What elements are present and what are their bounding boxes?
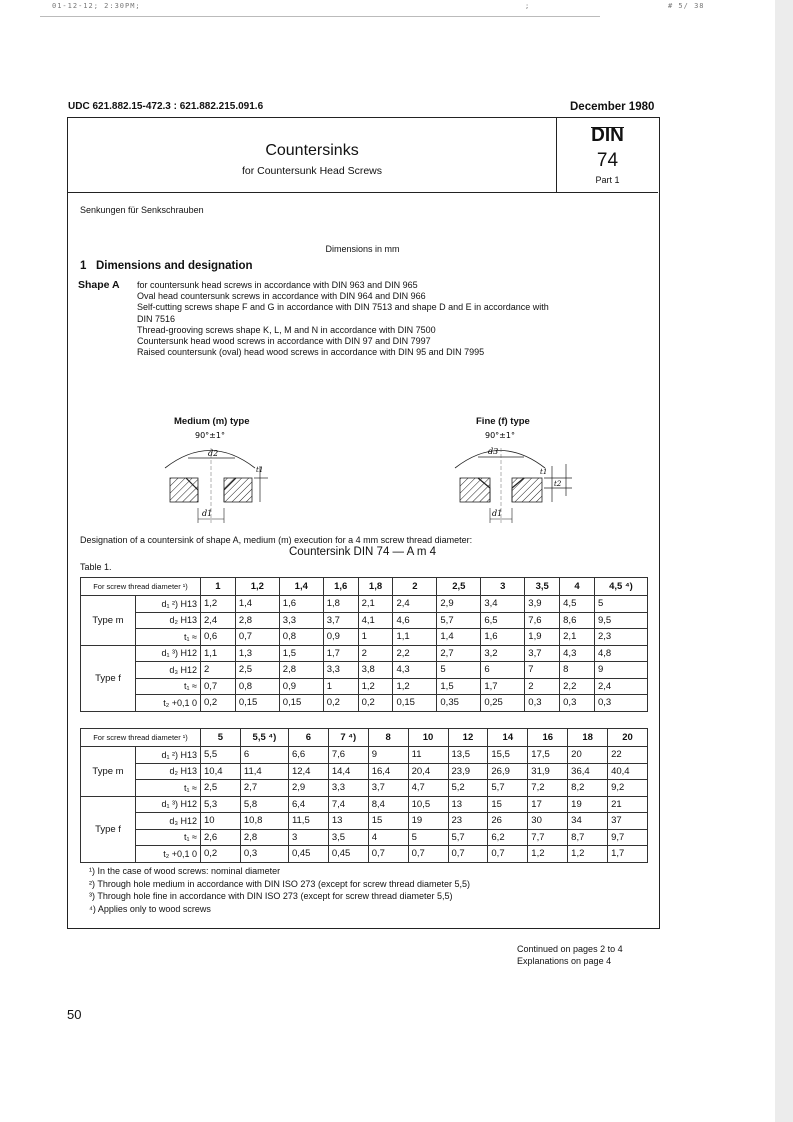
table-cell: 12,4 — [288, 763, 328, 780]
shape-a-list — [137, 280, 637, 358]
document-subtitle: for Countersunk Head Screws — [241, 165, 383, 177]
table-cell: 23 — [448, 813, 488, 830]
table-cell: 5,3 — [201, 796, 241, 813]
shape-a-line: Oval head countersunk screws in accordance with DIN 964 and DIN 966 — [137, 291, 426, 302]
table-cell: 0,8 — [279, 629, 323, 646]
table-cell: 2,1 — [358, 596, 393, 613]
table-cell: 5,2 — [448, 780, 488, 797]
col-header: 2 — [393, 578, 437, 596]
table-cell: 4,8 — [594, 645, 647, 662]
table-cell: 0,15 — [279, 695, 323, 712]
table-cell: 0,7 — [488, 846, 528, 863]
table-cell: 11,4 — [240, 763, 288, 780]
table-cell: 8,6 — [560, 612, 595, 629]
table-cell: 2,4 — [393, 596, 437, 613]
title-box — [68, 118, 557, 193]
col-header: 3 — [481, 578, 525, 596]
section-number: 1 — [80, 260, 87, 272]
table-cell: 1,3 — [235, 645, 279, 662]
col-header: 10 — [408, 729, 448, 747]
table-cell: 0,6 — [201, 629, 236, 646]
table-cell: 9 — [594, 662, 647, 679]
table-cell: 1,5 — [437, 678, 481, 695]
table-cell: 4,1 — [358, 612, 393, 629]
table-row — [81, 629, 648, 646]
table-cell: 2,8 — [279, 662, 323, 679]
col-header: 4,5 ⁴) — [594, 578, 647, 596]
footnote: ³) Through hole fine in accordance with DIN ISO 273 (except for screw thread diameter 5,5) — [89, 891, 453, 901]
table-row — [81, 662, 648, 679]
explanations-line: Explanations on page 4 — [517, 956, 612, 966]
shape-a-line: for countersunk head screws in accordance with DIN 963 and DIN 965 — [137, 280, 418, 290]
thread-diameter-header: For screw thread diameter ¹) — [81, 578, 201, 596]
continued-line: Continued on pages 2 to 4 — [517, 944, 623, 954]
table-cell: 1,7 — [323, 645, 358, 662]
table-cell: 26,9 — [488, 763, 528, 780]
table-cell: 19 — [568, 796, 608, 813]
col-header: 1 — [201, 578, 236, 596]
table-cell: 0,45 — [328, 846, 368, 863]
table-cell: 21 — [608, 796, 648, 813]
table-cell: 0,7 — [235, 629, 279, 646]
table-cell: 2,5 — [201, 780, 241, 797]
table-cell: 3,3 — [328, 780, 368, 797]
col-header: 1,2 — [235, 578, 279, 596]
table-cell: 2,2 — [393, 645, 437, 662]
type-label: Type m — [81, 596, 136, 646]
col-header: 1,8 — [358, 578, 393, 596]
shape-a-line: DIN 7516 — [137, 313, 176, 324]
document-title: Countersinks — [265, 142, 359, 159]
dimension-table-large — [80, 728, 648, 863]
shape-a-line: Thread-grooving screws shape K, L, M and N in accordance with DIN 7500 — [137, 324, 436, 335]
table-cell: 9,2 — [608, 780, 648, 797]
footnote: ⁴) Applies only to wood screws — [89, 903, 211, 914]
table-cell: 10,4 — [201, 763, 241, 780]
table-cell: 7 — [525, 662, 560, 679]
table-cell: 1,6 — [279, 596, 323, 613]
table-cell: 3,7 — [368, 780, 408, 797]
table-cell: 1,7 — [608, 846, 648, 863]
table-row — [81, 678, 648, 695]
table-cell: 0,2 — [201, 846, 241, 863]
table-cell: 10,8 — [240, 813, 288, 830]
table-cell: 9 — [368, 747, 408, 764]
fine-type-label: Fine (f) type — [476, 416, 530, 427]
row-symbol: d₁ ²) H13 — [136, 596, 201, 613]
table-cell: 4,3 — [560, 645, 595, 662]
col-header: 12 — [448, 729, 488, 747]
type-label: Type f — [81, 796, 136, 862]
table-cell: 6,2 — [488, 829, 528, 846]
table-cell: 1,2 — [528, 846, 568, 863]
table-cell: 2,4 — [594, 678, 647, 695]
table-cell: 8,7 — [568, 829, 608, 846]
fine-t1-label: t1 — [540, 468, 548, 476]
table-cell: 6 — [481, 662, 525, 679]
fax-line — [40, 16, 600, 17]
table-cell: 9,5 — [594, 612, 647, 629]
table-cell: 5,7 — [488, 780, 528, 797]
table-row — [81, 645, 648, 662]
row-symbol: t₁ ≈ — [136, 629, 201, 646]
table-cell: 2,3 — [594, 629, 647, 646]
table-cell: 10 — [201, 813, 241, 830]
table-cell: 1,9 — [525, 629, 560, 646]
table-cell: 17,5 — [528, 747, 568, 764]
col-header: 5,5 ⁴) — [240, 729, 288, 747]
table-cell: 0,2 — [358, 695, 393, 712]
fine-d3-label: d3 — [488, 447, 499, 456]
table-cell: 1,8 — [323, 596, 358, 613]
table-cell: 0,2 — [201, 695, 236, 712]
row-symbol: d₃ H12 — [136, 813, 201, 830]
table-cell: 6,4 — [288, 796, 328, 813]
table-cell: 15 — [488, 796, 528, 813]
table-cell: 7,7 — [528, 829, 568, 846]
row-symbol: t₂ +0,1 0 — [136, 695, 201, 712]
table-cell: 7,2 — [528, 780, 568, 797]
table-cell: 1,2 — [393, 678, 437, 695]
table-cell: 7,4 — [328, 796, 368, 813]
row-symbol: d₃ H12 — [136, 662, 201, 679]
table-cell: 0,45 — [288, 846, 328, 863]
table-cell: 13 — [328, 813, 368, 830]
table-cell: 22 — [608, 747, 648, 764]
medium-angle-label: 90°±1° — [195, 431, 225, 440]
table-cell: 20 — [568, 747, 608, 764]
col-header: 8 — [368, 729, 408, 747]
table-cell: 23,9 — [448, 763, 488, 780]
row-symbol: d₁ ³) H12 — [136, 796, 201, 813]
table-cell: 2,4 — [201, 612, 236, 629]
table-cell: 40,4 — [608, 763, 648, 780]
table-cell: 0,7 — [448, 846, 488, 863]
table-cell: 36,4 — [568, 763, 608, 780]
table-row — [81, 829, 648, 846]
table-row — [81, 747, 648, 764]
table-cell: 5,7 — [437, 612, 481, 629]
col-header: 5 — [201, 729, 241, 747]
table-cell: 3,8 — [358, 662, 393, 679]
table-cell: 1 — [323, 678, 358, 695]
din-number: 74 — [596, 150, 619, 171]
table-cell: 2,8 — [235, 612, 279, 629]
table-cell: 0,3 — [560, 695, 595, 712]
table-label: Table 1. — [80, 562, 112, 572]
table-cell: 4,6 — [393, 612, 437, 629]
table-cell: 37 — [608, 813, 648, 830]
table-row — [81, 780, 648, 797]
table-cell: 4 — [368, 829, 408, 846]
table-cell: 1,4 — [235, 596, 279, 613]
din-logo: DIN — [591, 125, 624, 146]
udc-code: UDC 621.882.15-472.3 : 621.882.215.091.6 — [68, 101, 264, 112]
table-cell: 2,6 — [201, 829, 241, 846]
thread-diameter-header: For screw thread diameter ¹) — [81, 729, 201, 747]
table-cell: 0,9 — [279, 678, 323, 695]
table-cell: 11,5 — [288, 813, 328, 830]
table-cell: 30 — [528, 813, 568, 830]
row-symbol: t₁ ≈ — [136, 678, 201, 695]
table-cell: 2,9 — [437, 596, 481, 613]
continuation-note — [517, 943, 623, 967]
table-cell: 3,7 — [323, 612, 358, 629]
table-cell: 0,3 — [594, 695, 647, 712]
table-cell: 0,7 — [201, 678, 236, 695]
footnote: ²) Through hole medium in accordance with DIN ISO 273 (except for screw thread diameter 5,5) — [89, 878, 471, 889]
table-cell: 2,5 — [235, 662, 279, 679]
table-cell: 1,4 — [437, 629, 481, 646]
table-cell: 6,6 — [288, 747, 328, 764]
table-cell: 15,5 — [488, 747, 528, 764]
table-cell: 0,3 — [240, 846, 288, 863]
table-cell: 5 — [408, 829, 448, 846]
table-cell: 1,2 — [201, 596, 236, 613]
row-symbol: d₂ H13 — [136, 763, 201, 780]
medium-t1-label: t1 — [256, 466, 264, 474]
col-header: 2,5 — [437, 578, 481, 596]
table-cell: 8 — [560, 662, 595, 679]
table-cell: 3,5 — [328, 829, 368, 846]
table-cell: 0,15 — [235, 695, 279, 712]
table-cell: 0,2 — [323, 695, 358, 712]
table-cell: 0,9 — [323, 629, 358, 646]
col-header: 4 — [560, 578, 595, 596]
table-cell: 3,7 — [525, 645, 560, 662]
fax-header-left: 01-12-12; 2:30PM; — [52, 2, 141, 10]
table-row — [81, 796, 648, 813]
row-symbol: d₂ H13 — [136, 612, 201, 629]
table-cell: 5,5 — [201, 747, 241, 764]
publication-date: December 1980 — [570, 101, 655, 113]
table-cell: 20,4 — [408, 763, 448, 780]
table-cell: 1,5 — [279, 645, 323, 662]
table-cell: 3,4 — [481, 596, 525, 613]
table-cell: 6,5 — [481, 612, 525, 629]
table-cell: 2,7 — [437, 645, 481, 662]
table-cell: 16,4 — [368, 763, 408, 780]
dimensions-note: Dimensions in mm — [325, 244, 400, 254]
table-cell: 0,35 — [437, 695, 481, 712]
table-row — [81, 596, 648, 613]
fine-d1-label: d1 — [492, 509, 503, 518]
row-symbol: d₁ ²) H13 — [136, 747, 201, 764]
shape-a-line: Raised countersunk (oval) head wood screws in accordance with DIN 95 and DIN 7995 — [137, 347, 485, 358]
type-label: Type f — [81, 645, 136, 711]
section-heading — [80, 260, 253, 272]
table-cell: 0,3 — [525, 695, 560, 712]
medium-countersink-diagram — [150, 428, 280, 528]
table-cell: 6 — [240, 747, 288, 764]
table-cell: 11 — [408, 747, 448, 764]
table-cell: 0,7 — [368, 846, 408, 863]
col-header: 14 — [488, 729, 528, 747]
table-cell: 1,2 — [568, 846, 608, 863]
din-box — [557, 118, 658, 193]
table-cell: 4,5 — [560, 596, 595, 613]
col-header: 18 — [568, 729, 608, 747]
table-cell: 1 — [358, 629, 393, 646]
table-row — [81, 695, 648, 712]
table-cell: 5 — [437, 662, 481, 679]
table-cell: 7,6 — [328, 747, 368, 764]
table-cell: 3,2 — [481, 645, 525, 662]
table-cell: 1,1 — [201, 645, 236, 662]
table-cell: 5,7 — [448, 829, 488, 846]
table-cell: 2 — [358, 645, 393, 662]
table-cell: 7,6 — [525, 612, 560, 629]
table-cell: 0,8 — [235, 678, 279, 695]
row-symbol: t₁ ≈ — [136, 829, 201, 846]
row-symbol: d₁ ³) H12 — [136, 645, 201, 662]
table-cell: 17 — [528, 796, 568, 813]
table-cell: 4,3 — [393, 662, 437, 679]
col-header: 20 — [608, 729, 648, 747]
table-cell: 4,7 — [408, 780, 448, 797]
table-cell: 15 — [368, 813, 408, 830]
row-symbol: t₁ ≈ — [136, 780, 201, 797]
table-cell: 1,6 — [481, 629, 525, 646]
table-row — [81, 813, 648, 830]
table-cell: 19 — [408, 813, 448, 830]
table-cell: 3,3 — [279, 612, 323, 629]
table-cell: 26 — [488, 813, 528, 830]
table-cell: 2 — [525, 678, 560, 695]
german-title: Senkungen für Senkschrauben — [80, 205, 204, 215]
table-cell: 3,9 — [525, 596, 560, 613]
table-row — [81, 612, 648, 629]
table-cell: 31,9 — [528, 763, 568, 780]
table-cell: 1,1 — [393, 629, 437, 646]
dimension-table-small — [80, 577, 648, 712]
table-cell: 13,5 — [448, 747, 488, 764]
table-cell: 8,2 — [568, 780, 608, 797]
designation-code: Countersink DIN 74 — A m 4 — [288, 546, 436, 558]
col-header: 6 — [288, 729, 328, 747]
footnotes — [89, 865, 470, 915]
col-header: 1,6 — [323, 578, 358, 596]
shape-a-label: Shape A — [78, 279, 120, 291]
table-cell: 3,3 — [323, 662, 358, 679]
medium-d2-label: d2 — [208, 449, 219, 458]
col-header: 1,4 — [279, 578, 323, 596]
section-title: Dimensions and designation — [96, 260, 253, 272]
table-cell: 14,4 — [328, 763, 368, 780]
table-cell: 0,25 — [481, 695, 525, 712]
col-header: 3,5 — [525, 578, 560, 596]
shape-a-line: Countersunk head wood screws in accordance with DIN 97 and DIN 7997 — [137, 336, 431, 347]
table-cell: 9,7 — [608, 829, 648, 846]
table-cell: 13 — [448, 796, 488, 813]
table-cell: 2,7 — [240, 780, 288, 797]
table-cell: 2,8 — [240, 829, 288, 846]
table-cell: 10,5 — [408, 796, 448, 813]
fax-header-mid: ; — [525, 2, 531, 10]
shape-a-line: Self-cutting screws shape F and G in accordance with DIN 7513 and shape D and E in accordance with — [137, 302, 549, 313]
table-cell: 0,15 — [393, 695, 437, 712]
table-cell: 3 — [288, 829, 328, 846]
scan-margin — [775, 0, 793, 1122]
table-cell: 2,9 — [288, 780, 328, 797]
table-cell: 1,7 — [481, 678, 525, 695]
col-header: 7 ⁴) — [328, 729, 368, 747]
table-cell: 5,8 — [240, 796, 288, 813]
fine-countersink-diagram — [440, 428, 580, 528]
page-number: 50 — [67, 1007, 82, 1022]
row-symbol: t₂ +0,1 0 — [136, 846, 201, 863]
designation-text: Designation of a countersink of shape A, medium (m) execution for a 4 mm screw thread diameter: — [80, 535, 473, 545]
table-cell: 2 — [201, 662, 236, 679]
fine-t2-label: t2 — [554, 480, 562, 488]
table-cell: 5 — [594, 596, 647, 613]
table-cell: 34 — [568, 813, 608, 830]
fax-header-right: # 5/ 38 — [668, 2, 705, 10]
medium-d1-label: d1 — [202, 509, 213, 518]
table-cell: 2,2 — [560, 678, 595, 695]
medium-type-label: Medium (m) type — [174, 416, 250, 427]
table-cell: 0,7 — [408, 846, 448, 863]
table-row — [81, 846, 648, 863]
fine-angle-label: 90°±1° — [485, 431, 515, 440]
din-part: Part 1 — [595, 175, 620, 185]
type-label: Type m — [81, 747, 136, 797]
table-cell: 8,4 — [368, 796, 408, 813]
table-cell: 2,1 — [560, 629, 595, 646]
table-row — [81, 763, 648, 780]
footnote: ¹) In the case of wood screws: nominal diameter — [89, 866, 281, 876]
col-header: 16 — [528, 729, 568, 747]
table-cell: 1,2 — [358, 678, 393, 695]
